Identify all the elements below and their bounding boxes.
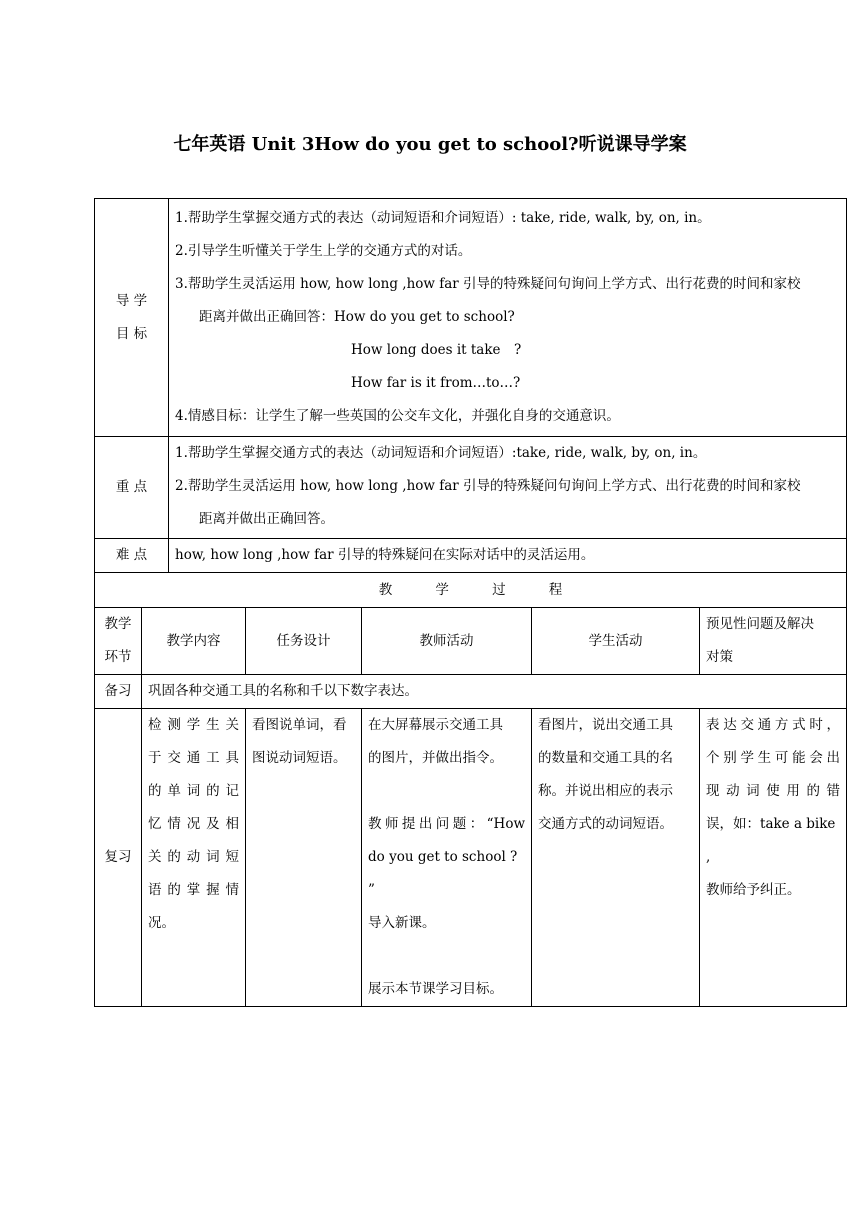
goal-item: 4.情感目标：让学生了解一些英国的公交车文化，并强化自身的交通意识。 — [175, 408, 620, 424]
difficult-text: how, how long ,how far 引导的特殊疑问在实际对话中的灵活运用。 — [169, 539, 847, 573]
review-student: 看图片，说出交通工具 的数量和交通工具的名 称。并说出相应的表示 交通方式的动词短语。 — [532, 709, 700, 1007]
col-teacher: 教师活动 — [362, 608, 532, 675]
column-header-row — [95, 608, 847, 675]
process-header-row — [95, 573, 847, 608]
prep-text: 巩固各种交通工具的名称和千以下数字表达。 — [142, 675, 847, 709]
goal-item: 1.帮助学生掌握交通方式的表达（动词短语和介词短语）: take, ride, walk, by, on, in。 — [175, 210, 711, 226]
goals-label: 导 学 目 标 — [95, 199, 169, 437]
key-label: 重 点 — [95, 437, 169, 539]
key-item: 1.帮助学生掌握交通方式的表达（动词短语和介词短语）:take, ride, walk, by, on, in。 — [175, 445, 707, 461]
review-row — [95, 709, 847, 1007]
difficult-row — [95, 539, 847, 573]
key-row — [95, 437, 847, 539]
process-header: 教学过程 — [378, 581, 606, 598]
review-problem: 表达交通方式时， 个别学生可能会出 现动词使用的错 误，如：take a bike , 教师给予纠正。 — [700, 709, 847, 1007]
review-teacher: 在大屏幕展示交通工具 的图片，并做出指令。 教师提出问题：“How do you get to school ? ” 导入新课。 展示本节课学习目标。 — [362, 709, 532, 1007]
prep-row — [95, 675, 847, 709]
goal-item: 2.引导学生听懂关于学生上学的交通方式的对话。 — [175, 243, 472, 259]
review-task: 看图说单词，看 图说动词短语。 — [246, 709, 362, 1007]
col-student: 学生活动 — [532, 608, 700, 675]
review-label: 复习 — [95, 709, 142, 1007]
goal-item: How far is it from…to…? — [351, 375, 521, 391]
review-content: 检测学生关 于交通工具 的单词的记 忆情况及相 关的动词短 语的掌握情 况。 — [142, 709, 246, 1007]
goal-item: 距离并做出正确回答：How do you get to school? — [199, 309, 515, 325]
goals-row — [95, 199, 847, 437]
col-stage: 教学 环节 — [95, 608, 142, 675]
difficult-label: 难 点 — [95, 539, 169, 573]
key-content — [169, 437, 847, 539]
page-title: 七年英语 Unit 3How do you get to school?听说课导学案 — [173, 134, 687, 155]
goal-item: 3.帮助学生灵活运用 how, how long ,how far 引导的特殊疑问句询问上学方式、出行花费的时间和家校 — [175, 276, 801, 292]
lesson-plan-table — [94, 198, 847, 1007]
col-content: 教学内容 — [142, 608, 246, 675]
goal-item: How long does it take ? — [351, 342, 522, 358]
key-item: 距离并做出正确回答。 — [199, 511, 335, 527]
prep-label: 备习 — [95, 675, 142, 709]
goals-content — [169, 199, 847, 437]
key-item: 2.帮助学生灵活运用 how, how long ,how far 引导的特殊疑问句询问上学方式、出行花费的时间和家校 — [175, 478, 801, 494]
col-problem: 预见性问题及解决 对策 — [700, 608, 847, 675]
col-task: 任务设计 — [246, 608, 362, 675]
